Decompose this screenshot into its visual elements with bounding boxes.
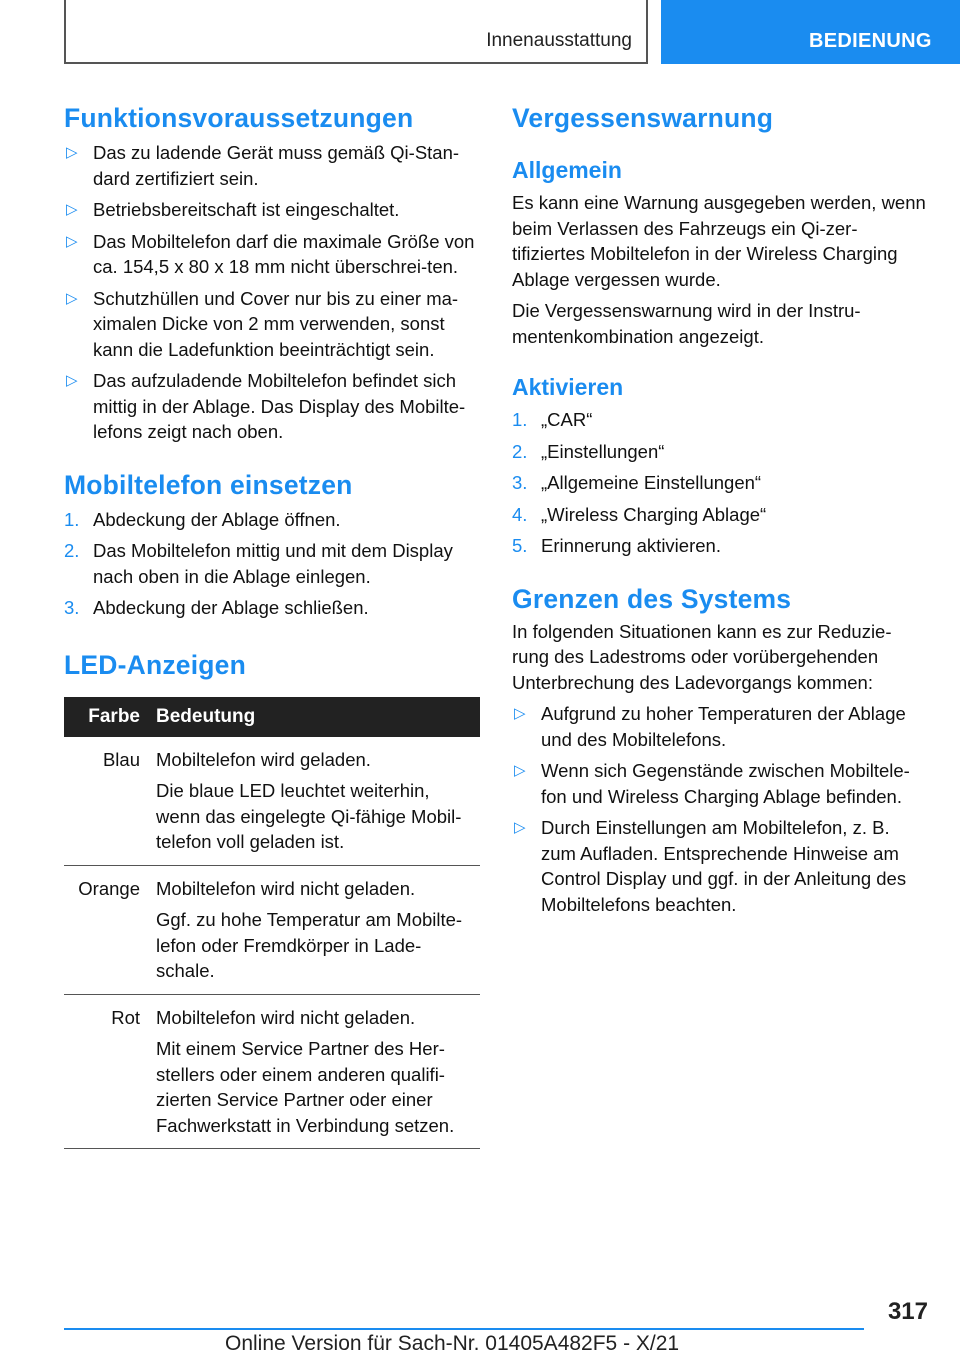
list-item: 3. „Allgemeine Einstellungen“ [512, 472, 762, 493]
triangle-bullet-icon: ▷ [66, 289, 78, 307]
limits-list [512, 701, 928, 917]
table-header-meaning: Bedeutung [148, 697, 480, 737]
list-item: ▷ Durch Einstellungen am Mobiltelefon, z. B. zum Aufladen. Entsprechende Hinweise am Control Display und ggf. in der Anleitung des Mobiltelefons beachten. [514, 817, 907, 915]
led-color: Rot [64, 994, 148, 1149]
led-color: Orange [64, 865, 148, 994]
footer-online-version: Online Version für Sach-Nr. 01405A482F5 - X/21 [225, 1332, 680, 1355]
table-row [64, 994, 480, 1149]
list-item: 2. Das Mobiltelefon mittig und mit dem Display nach oben in die Ablage einlegen. [64, 540, 453, 587]
table-row [64, 737, 480, 866]
triangle-bullet-icon: ▷ [514, 705, 526, 722]
led-color: Blau [64, 737, 148, 866]
list-item: ▷ Wenn sich Gegenstände zwischen Mobiltele-fon und Wireless Charging Ablage befinden. [514, 760, 910, 807]
requirements-list [64, 140, 480, 445]
general-paragraph: Die Vergessenswarnung wird in der Instru-mentenkombination angezeigt. [512, 300, 861, 347]
list-item: ▷ Das zu ladende Gerät muss gemäß Qi-Stan-dard zertifiziert sein. [66, 142, 460, 189]
forget-warning-heading: Vergessenswarnung [512, 103, 774, 133]
list-item: ▷ Das Mobiltelefon darf die maximale Größe von ca. 154,5 x 80 x 18 mm nicht überschrei-ten. [66, 230, 475, 277]
header-section-tab [64, 0, 648, 64]
list-item: 5. Erinnerung aktivieren. [512, 535, 721, 556]
list-item: ▷ Aufgrund zu hoher Temperaturen der Ablage und des Mobiltelefons. [514, 703, 906, 750]
list-item: 1. „CAR“ [512, 409, 593, 430]
system-limits-heading: Grenzen des Systems [512, 583, 792, 614]
activate-steps-list [512, 407, 928, 559]
insert-phone-heading: Mobiltelefon einsetzen [64, 469, 353, 500]
activate-heading: Aktivieren [512, 374, 624, 400]
table-header-row [64, 697, 480, 737]
triangle-bullet-icon: ▷ [66, 372, 78, 389]
general-paragraph: Es kann eine Warnung ausgegeben werden, wenn beim Verlassen des Fahrzeugs ein Qi-zer-tifiziertes Mobiltelefon in der Wireless Charging Ablage vergessen wurde. [512, 192, 926, 290]
header-chapter-tab [661, 0, 960, 64]
left-column [64, 100, 480, 1149]
header-chapter-title: BEDIENUNG [809, 30, 932, 52]
list-item: ▷ Das aufzuladende Mobiltelefon befindet sich mittig in der Ablage. Das Display des Mobilte-lefons zeigt nach oben. [66, 370, 466, 442]
led-meaning: Mobiltelefon wird nicht geladen. Mit einem Service Partner des Her-stellers oder einem anderen qualifi-zierten Service Partner oder einer Fachwerkstatt in Verbindung setzen. [148, 994, 480, 1149]
triangle-bullet-icon: ▷ [66, 201, 78, 218]
footer-divider [64, 1328, 864, 1330]
limits-intro: In folgenden Situationen kann es zur Reduzie-rung des Ladestroms oder vorübergehenden Unterbrechung des Ladevorgangs kommen: [512, 620, 892, 693]
list-item: 2. „Einstellungen“ [512, 440, 665, 462]
list-item: 4. „Wireless Charging Ablage“ [512, 503, 767, 525]
led-meaning: Mobiltelefon wird geladen. Die blaue LED leuchtet weiterhin, wenn das eingelegte Qi-fähige Mobil-telefon voll geladen ist. [148, 737, 480, 866]
list-item: 1. Abdeckung der Ablage öffnen. [64, 508, 341, 530]
triangle-bullet-icon: ▷ [514, 762, 526, 779]
triangle-bullet-icon: ▷ [514, 819, 526, 836]
list-item: ▷ Schutzhüllen und Cover nur bis zu einer ma-ximalen Dicke von 2 mm verwenden, sonst kann die Ladefunktion beeinträchtigt sein. [66, 287, 459, 360]
insert-steps-list [64, 507, 480, 621]
requirements-heading: Funktionsvoraussetzungen [64, 103, 414, 133]
list-item: ▷ Betriebsbereitschaft ist eingeschaltet. [64, 197, 480, 223]
table-header-color: Farbe [64, 697, 148, 737]
triangle-bullet-icon: ▷ [66, 144, 78, 161]
general-heading: Allgemein [512, 157, 622, 183]
list-item: 3. Abdeckung der Ablage schließen. [64, 597, 369, 618]
led-heading: LED-Anzeigen [64, 649, 247, 680]
led-meaning: Mobiltelefon wird nicht geladen. Ggf. zu hohe Temperatur am Mobilte-lefon oder Fremdkörper in Lade-schale. [148, 865, 480, 994]
header-section-title: Innenausstattung [486, 30, 632, 51]
table-row [64, 865, 480, 994]
page-number: 317 [887, 1298, 928, 1325]
right-column [512, 100, 928, 917]
triangle-bullet-icon: ▷ [66, 232, 78, 250]
led-table [64, 697, 480, 1150]
